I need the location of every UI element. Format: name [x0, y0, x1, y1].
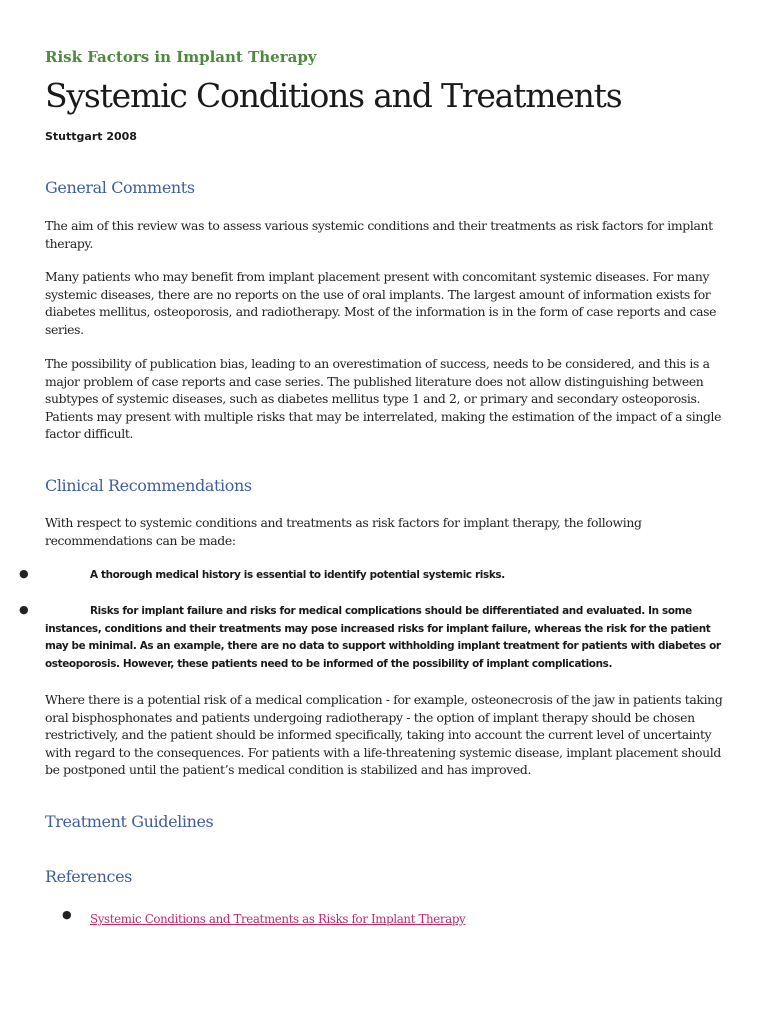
- reference-link[interactable]: Systemic Conditions and Treatments as Risks for Implant Therapy: [90, 912, 466, 926]
- heading-clinical-recommendations: Clinical Recommendations: [45, 476, 252, 495]
- section-kicker: Risk Factors in Implant Therapy: [45, 48, 317, 66]
- heading-treatment-guidelines: Treatment Guidelines: [45, 812, 214, 831]
- paragraph-recommendations-intro: With respect to systemic conditions and treatments as risk factors for implant therapy, the following recommendations can be made:: [45, 515, 642, 548]
- bullet-icon: ●: [19, 567, 29, 580]
- bullet-text-implant-failure-risks: Risks for implant failure and risks for medical complications should be differentiated and evaluated. In some instances, conditions and their treatments may pose increased risks for implant failure, whereas the risk for the patient may be minimal. As an example, there are no data to support withholding implant treatment for patients with diabetes or osteoporosis. However, these patients need to be informed of the possibility of implant complications.: [45, 605, 721, 670]
- bullet-text-medical-history: A thorough medical history is essential to identify potential systemic risks.: [90, 569, 505, 581]
- paragraph-publication-bias: The possibility of publication bias, leading to an overestimation of success, needs to be considered, and this is a major problem of case reports and case series. The published literature does not allow distinguishing between subtypes of systemic diseases, such as diabetes mellitus type 1 and 2, or primary and secondary osteoporosis. Patients may present with multiple risks that may be interrelated, making the estimation of the impact of a single factor difficult.: [45, 356, 722, 441]
- paragraph-medical-complication: Where there is a potential risk of a medical complication - for example, osteonecrosis of the jaw in patients taking oral bisphosphonates and patients undergoing radiotherapy - the option of implant therapy should be chosen restrictively, and the patient should be informed specifically, taking into account the current level of uncertainty with regard to the consequences. For patients with a life-threatening systemic disease, implant placement should be postponed until the patient’s medical condition is stabilized and has improved.: [45, 692, 723, 777]
- page-subtitle: Stuttgart 2008: [45, 130, 137, 143]
- paragraph-aim: The aim of this review was to assess various systemic conditions and their treatments as risk factors for implant therapy.: [45, 218, 713, 251]
- page-title: Systemic Conditions and Treatments: [45, 76, 622, 115]
- heading-references: References: [45, 867, 132, 886]
- bullet-icon: ●: [62, 908, 72, 921]
- list-item: [19, 603, 735, 673]
- paragraph-concomitant-diseases: Many patients who may benefit from implant placement present with concomitant systemic diseases. For many systemic diseases, there are no reports on the use of oral implants. The largest amount of information exists for diabetes mellitus, osteoporosis, and radiotherapy. Most of the information is in the form of case reports and case series.: [45, 269, 717, 337]
- bullet-icon: ●: [19, 603, 29, 616]
- heading-general-comments: General Comments: [45, 178, 195, 197]
- list-item: [19, 567, 735, 585]
- reference-list-item: [62, 908, 466, 927]
